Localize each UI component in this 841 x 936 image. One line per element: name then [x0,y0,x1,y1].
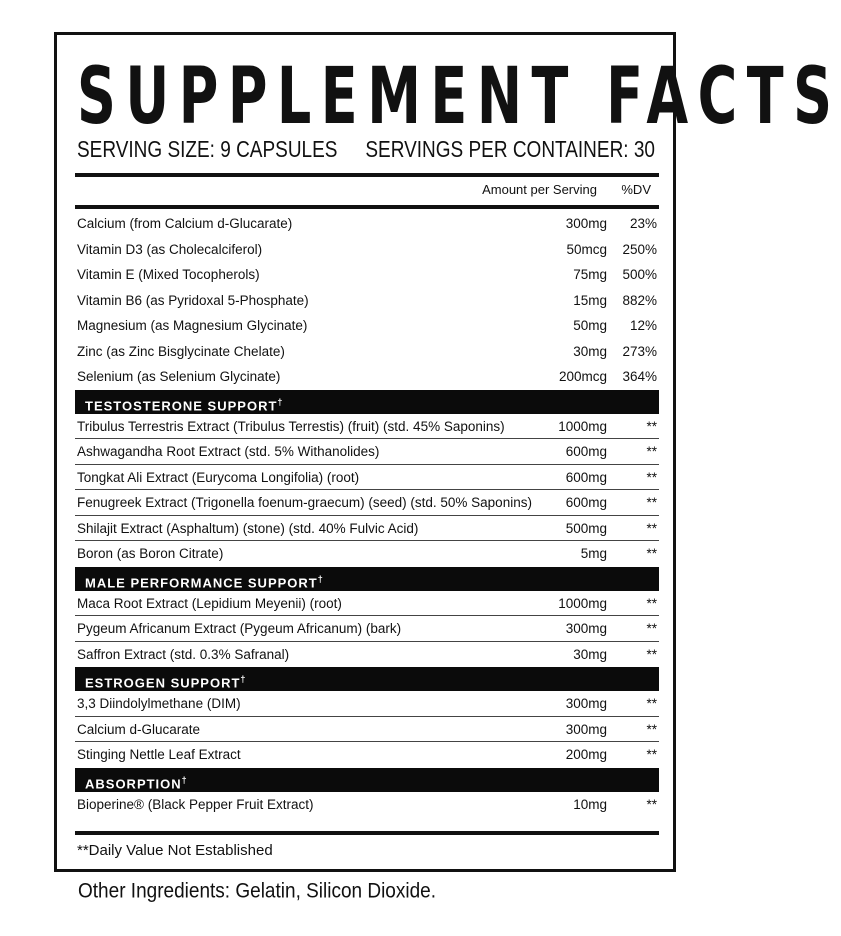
ingredient-name: Fenugreek Extract (Trigonella foenum-graecum) (seed) (std. 50% Saponins) [77,495,532,510]
ingredient-amount: 200mg [565,747,607,762]
ingredient-amount: 300mg [565,216,607,231]
ingredient-amount: 30mg [573,646,607,662]
panel-title: SUPPLEMENT FACTS [77,50,841,142]
ingredient-name: Pygeum Africanum Extract (Pygeum Africanum) (bark) [77,621,402,636]
ingredient-name: Shilajit Extract (Asphaltum) (stone) (std. 40% Fulvic Acid) [77,520,419,536]
section-title: MALE PERFORMANCE SUPPORT [85,574,318,590]
table-row [75,516,659,542]
table-row [75,313,659,339]
section-dagger: † [240,674,247,684]
ingredient-dv: ** [646,495,657,510]
section-title: ESTROGEN SUPPORT [85,675,241,691]
table-row [75,642,659,668]
ingredient-amount: 50mcg [566,241,607,257]
ingredient-dv: 12% [629,318,657,333]
table-row [75,792,659,818]
ingredient-dv: 882% [622,292,657,308]
serving-size: SERVING SIZE: 9 CAPSULES [77,137,338,163]
table-row [75,414,659,440]
ingredient-dv: ** [646,444,657,459]
ingredient-name: 3,3 Diindolylmethane (DIM) [77,696,241,711]
table-row [75,364,659,390]
ingredient-dv: 500% [622,267,657,282]
ingredient-name: Boron (as Boron Citrate) [77,546,224,561]
ingredient-amount: 500mg [565,520,607,536]
ingredient-dv: 364% [622,369,657,384]
table-row [75,717,659,743]
table-row [75,541,659,567]
ingredient-name: Saffron Extract (std. 0.3% Safranal) [77,646,290,662]
ingredient-amount: 600mg [565,444,607,459]
nutrient-table [75,211,659,817]
ingredient-amount: 600mg [565,469,607,485]
ingredient-dv: ** [646,621,657,636]
section-dagger: † [317,573,324,584]
ingredient-name: Magnesium (as Magnesium Glycinate) [77,318,308,333]
ingredient-name: Stinging Nettle Leaf Extract [77,747,241,762]
ingredient-dv: ** [646,721,657,737]
ingredient-name: Zinc (as Zinc Bisglycinate Chelate) [77,343,285,359]
ingredient-name: Bioperine® (Black Pepper Fruit Extract) [77,796,314,812]
ingredient-dv: ** [646,747,657,762]
ingredient-name: Selenium (as Selenium Glycinate) [77,369,281,384]
ingredient-amount: 1000mg [558,418,607,434]
ingredient-amount: 200mcg [558,369,607,384]
table-row [75,339,659,365]
ingredient-amount: 300mg [565,696,607,711]
section-dagger: † [277,396,284,407]
divider-thick [75,205,659,209]
ingredient-dv: ** [646,546,657,561]
ingredient-name: Maca Root Extract (Lepidium Meyenii) (root) [77,595,342,611]
section-title: ABSORPTION [85,775,182,791]
ingredient-name: Tribulus Terrestris Extract (Tribulus Terrestis) (fruit) (std. 45% Saponins) [77,418,505,434]
table-row [75,591,659,617]
divider-thick [75,831,659,835]
section-header [75,768,659,792]
table-row [75,490,659,516]
ingredient-amount: 600mg [565,495,607,510]
ingredient-dv: 273% [622,343,657,359]
table-row [75,288,659,314]
ingredient-amount: 5mg [580,546,607,561]
supplement-facts-panel [54,32,841,872]
ingredient-dv: 250% [622,241,657,257]
ingredient-name: Vitamin B6 (as Pyridoxal 5-Phosphate) [77,292,309,308]
table-row [75,465,659,491]
ingredient-name: Tongkat Ali Extract (Eurycoma Longifolia) (root) [77,469,360,485]
ingredient-name: Calcium d-Glucarate [77,721,201,737]
table-row [75,691,659,717]
ingredient-dv: ** [646,595,657,611]
ingredient-dv: ** [646,469,657,485]
ingredient-dv: ** [646,520,657,536]
ingredient-dv: ** [646,796,657,812]
dv-header: %DV [621,182,651,197]
section-header [75,567,659,591]
ingredient-amount: 10mg [573,796,607,812]
ingredient-dv: ** [646,418,657,434]
ingredient-amount: 50mg [573,318,607,333]
ingredient-dv: 23% [629,216,657,231]
section-header [75,390,659,414]
ingredient-amount: 300mg [565,621,607,636]
footnote: **Daily Value Not Established [77,842,273,859]
ingredient-amount: 15mg [573,292,607,308]
table-row [75,742,659,768]
table-row [75,262,659,288]
table-row [75,616,659,642]
ingredient-amount: 75mg [573,267,607,282]
ingredient-amount: 1000mg [558,595,607,611]
table-row [75,237,659,263]
ingredient-name: Ashwagandha Root Extract (std. 5% Withanolides) [77,444,380,459]
ingredient-name: Vitamin E (Mixed Tocopherols) [77,267,260,282]
servings-per-container: SERVINGS PER CONTAINER: 30 [365,137,655,163]
table-row [75,211,659,237]
ingredient-amount: 300mg [565,721,607,737]
ingredient-dv: ** [646,696,657,711]
ingredient-name: Vitamin D3 (as Cholecalciferol) [77,241,263,257]
section-title: TESTOSTERONE SUPPORT [85,397,278,413]
section-header [75,667,659,691]
table-row [75,439,659,465]
ingredient-amount: 30mg [573,343,607,359]
ingredient-name: Calcium (from Calcium d-Glucarate) [77,216,293,231]
ingredient-dv: ** [646,646,657,662]
amount-per-serving-header: Amount per Serving [482,182,597,197]
section-dagger: † [181,774,188,785]
other-ingredients: Other Ingredients: Gelatin, Silicon Dioxide. [78,879,437,903]
